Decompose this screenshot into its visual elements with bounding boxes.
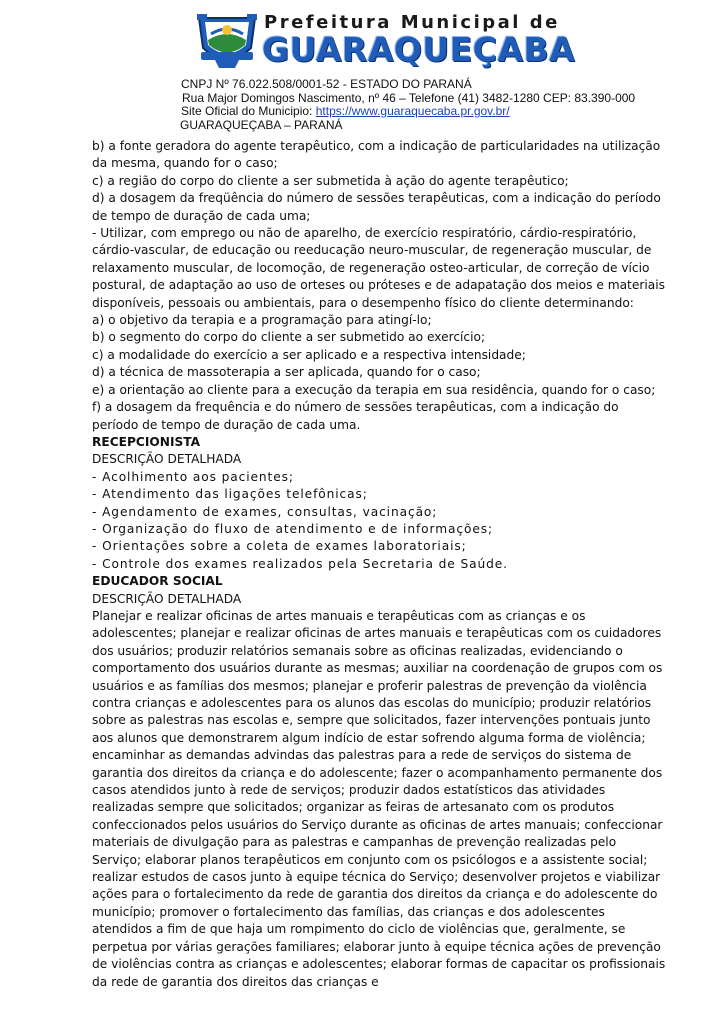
paragraph: Planejar e realizar oficinas de artes manuais e terapêuticas com as crianças e os adolescentes; planejar e realizar oficinas de artes manuais e terapêuticas com os cuidadores dos usuários; produzir relatórios semanais sobre as oficinas realizadas, evidenciando o comportamento dos usuários durante as mesmas; auxiliar na coordenação de grupos com os usuários e as famílias dos mesmos; planejar e proferir palestras de prevenção da violência contra crianças e adolescentes para os alunos das escolas do município; produzir relatórios sobre as palestras nas escolas e, sempre que solicitados, fazer intervenções pontuais junto aos alunos que demonstrarem algum indício de estar sofrendo alguma forma de violência; encaminhar as demandas advindas das palestras para a rede de serviços do sistema de garantia dos direitos da criança e do adolescente; fazer o acompanhamento permanente dos casos atendidos junto à rede de serviços; produzir dados estatísticos das atividades realizadas sempre que solicitados; organizar as feiras de artesanato com os produtos confeccionados pelos usuários do Serviço durante as oficinas de artes manuais; confeccionar materiais de divulgação para as palestras e campanhas de prevenção realizadas pelo Serviço; elaborar planos terapêuticos em conjunto com os psicólogos e a assistente social; realizar estudos de casos junto à equipe técnica do Serviço; desenvolver projetos e viabilizar ações para o fortalecimento da rede de garantia dos direitos da criança e do adolescente do município; promover o fortalecimento das famílias, das crianças e dos adolescentes atendidos a fim de que haja um rompimento do ciclo de violências que, geralmente, se perpetua por várias gerações familiares; elaborar junto à equipe técnica ações de prevenção de violências contra as crianças e adolescentes; elaborar formas de capacitar os profissionais da rede de garantia dos direitos das crianças e xyxy=(92,608,666,989)
paragraph: f) a dosagem da frequência e do número de sessões terapêuticas, com a indicação do período de tempo de duração de cada uma. xyxy=(92,400,619,432)
paragraph: d) a técnica de massoterapia a ser aplicada, quando for o caso; xyxy=(92,365,481,380)
paragraph: c) a modalidade do exercício a ser aplicado e a respectiva intensidade; xyxy=(92,347,526,362)
cnpj-line: CNPJ Nº 76.022.508/0001-52 - ESTADO DO PARANÁ xyxy=(181,77,472,91)
list-item: - Agendamento de exames, consultas, vacinação; xyxy=(92,504,438,519)
list-item: - Acolhimento aos pacientes; xyxy=(92,469,294,484)
letterhead xyxy=(0,0,723,140)
section-subheading: DESCRIÇÃO DETALHADA xyxy=(92,591,242,606)
brand-title: GUARAQUEÇABA xyxy=(262,30,576,69)
list-item: - Controle dos exames realizados pela Secretaria de Saúde. xyxy=(92,556,508,571)
section-subheading: DESCRIÇÃO DETALHADA xyxy=(92,452,242,467)
site-line xyxy=(180,105,635,119)
paragraph: d) a dosagem da freqüência do número de sessões terapêuticas, com a indicação do período de tempo de duração de cada uma; xyxy=(92,191,661,223)
section-heading-recepcionista: RECEPCIONISTA xyxy=(92,434,201,449)
site-link[interactable]: https://www.guaraquecaba.pr.gov.br/ xyxy=(315,104,510,118)
document-body xyxy=(92,138,667,991)
paragraph: - Utilizar, com emprego ou não de aparelho, de exercício respiratório, cárdio-respiratório, cárdio-vascular, de educação ou reeducação neuro-muscular, de regeneração muscular, de relaxamento muscular, de locomoção, de regeneração osteo-articular, de correção de vício postural, de adaptação ao uso de orteses ou próteses e de adapatação dos meios e materiais disponíveis, pessoais ou ambientais, para o desempenho físico do cliente determinando: xyxy=(92,226,665,310)
list-item: - Atendimento das ligações telefônicas; xyxy=(92,487,368,502)
paragraph: b) o segmento do corpo do cliente a ser submetido ao exercício; xyxy=(92,330,486,345)
municipal-coat-of-arms-icon xyxy=(195,10,259,72)
address-line: Rua Major Domingos Nascimento, nº 46 – Telefone (41) 3482-1280 CEP: 83.390-000 xyxy=(182,90,636,105)
paragraph: c) a região do corpo do cliente a ser submetida à ação do agente terapêutico; xyxy=(92,173,569,188)
list-item: - Organização do fluxo de atendimento e de informações; xyxy=(92,521,493,536)
site-label: Site Oficial do Municipio: xyxy=(181,104,316,118)
paragraph: a) o objetivo da terapia e a programação para atingí-lo; xyxy=(92,313,432,328)
brand-subtitle: Prefeitura Municipal de xyxy=(264,12,560,33)
section-heading-educador-social: EDUCADOR SOCIAL xyxy=(92,574,223,589)
city-line: GUARAQUEÇABA – PARANÁ xyxy=(180,117,343,132)
list-item: - Orientações sobre a coleta de exames laboratoriais; xyxy=(92,539,467,554)
contact-block xyxy=(180,78,635,132)
paragraph: e) a orientação ao cliente para a execução da terapia em sua residência, quando for o caso; xyxy=(92,382,656,397)
paragraph: b) a fonte geradora do agente terapêutico, com a indicação de particularidades na utilização da mesma, quando for o caso; xyxy=(92,139,661,171)
